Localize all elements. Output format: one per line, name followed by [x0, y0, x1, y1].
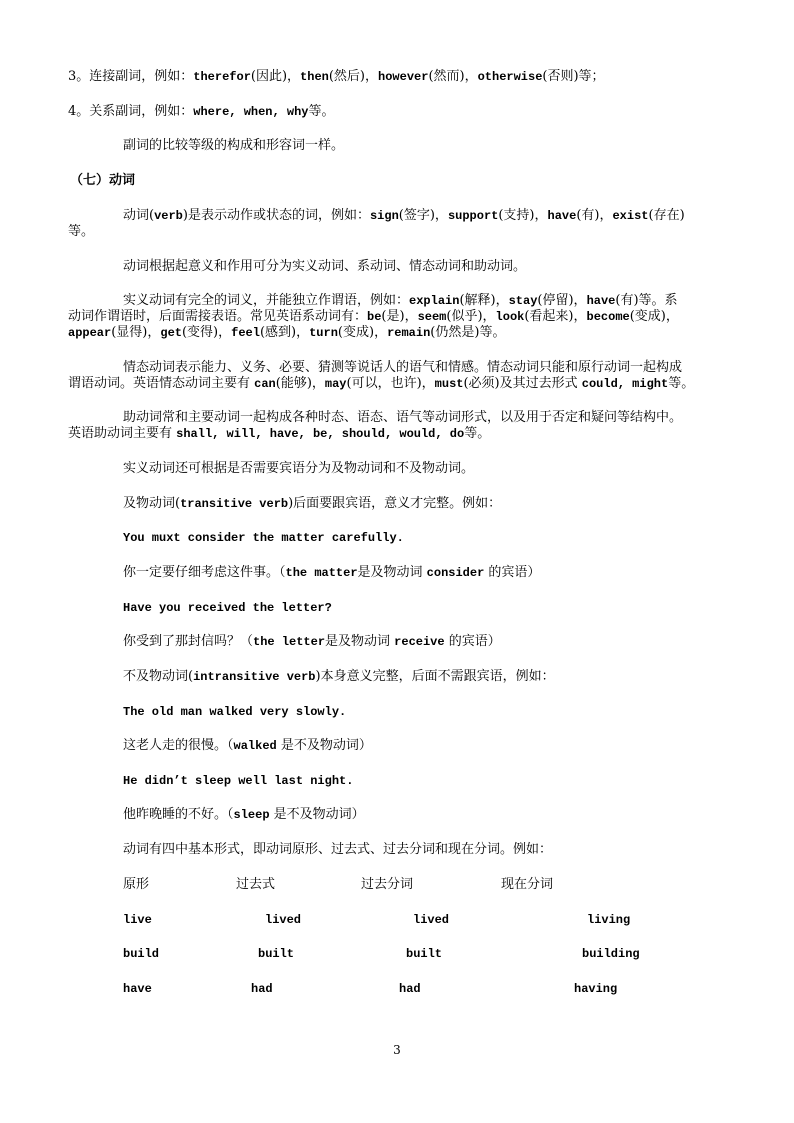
text-segment: (变得)，: [181, 325, 232, 340]
text-segment: (因此)，: [250, 69, 301, 84]
english-term: therefor: [193, 70, 251, 84]
text-segment: 是不及物动词）: [276, 738, 372, 753]
english-term: consider: [426, 566, 485, 580]
text-segment: (可以，也许)，: [346, 376, 435, 391]
example-3-english: The old man walked very slowly.: [123, 705, 347, 719]
example-2-english: Have you received the letter?: [123, 601, 332, 615]
text-segment: 你一定要仔细考虑这件事。（: [123, 565, 286, 580]
english-term: appear: [68, 326, 112, 340]
text-segment: (必须)及其过去形式: [463, 376, 582, 391]
table-header-past-participle: 过去分词: [361, 877, 414, 892]
auxiliary-verb-line2: [68, 426, 490, 442]
text-segment: 等。: [668, 376, 695, 391]
text-segment: 不及物动词(: [123, 669, 194, 684]
english-term: support: [447, 209, 499, 223]
transitive-definition: [123, 496, 501, 512]
example-2-chinese: [123, 634, 501, 650]
text-segment: (支持)，: [498, 208, 548, 223]
adverb-item-4: [68, 104, 335, 120]
english-term: look: [495, 310, 525, 324]
english-term: the matter: [285, 566, 358, 580]
english-term: shall, will, have, be, should, would, do: [176, 427, 465, 441]
english-term: otherwise: [477, 70, 543, 84]
table-cell: built: [406, 947, 443, 961]
text-segment: (有)，: [576, 208, 613, 223]
text-segment: (然后)，: [328, 69, 379, 84]
text-segment: (停留)，: [537, 293, 587, 308]
text-segment: )后面要跟宾语，意义才完整。例如：: [288, 496, 502, 511]
text-segment: 英语助动词主要有: [68, 426, 177, 441]
modal-verb-line2: [68, 376, 694, 392]
text-segment: (似乎)，: [446, 309, 496, 324]
table-cell: building: [582, 947, 640, 961]
auxiliary-verb-line1: 助动词常和主要动词一起构成各种时态、语态、语气等动词形式，以及用于否定和疑问等结构中。: [123, 410, 683, 425]
english-term: where, when, why: [193, 105, 309, 119]
text-segment: (然而)，: [428, 69, 478, 84]
english-term: exist: [612, 209, 649, 223]
text-segment: (有)等。系: [615, 293, 678, 308]
text-segment: （七）: [70, 173, 110, 188]
english-term: then: [300, 70, 329, 84]
table-header-base-form: 原形: [123, 877, 150, 892]
english-term: however: [378, 70, 429, 84]
example-1-chinese: [123, 565, 540, 581]
table-header-past-tense: 过去式: [236, 877, 276, 892]
text-segment: 的宾语）: [484, 565, 541, 580]
text-segment: (感到)，: [259, 325, 310, 340]
english-term: can: [254, 377, 276, 391]
example-1-english: You muxt consider the matter carefully.: [123, 531, 404, 545]
english-term: stay: [508, 294, 538, 308]
content-verb-line2: [68, 309, 679, 325]
text-segment: 4。关系副词，例如：: [68, 104, 194, 119]
english-term: explain: [409, 294, 460, 308]
verb-forms-intro: 动词有四中基本形式，即动词原形、过去式、过去分词和现在分词。例如：: [123, 842, 553, 857]
text-segment: )本身意义完整，后面不需跟宾语，例如：: [315, 669, 555, 684]
text-segment: 是及物动词: [357, 565, 427, 580]
english-term: must: [434, 377, 464, 391]
example-3-chinese: [123, 738, 372, 754]
text-segment: (是)，: [381, 309, 418, 324]
text-segment: 动词(: [123, 208, 155, 223]
text-segment: (存在): [648, 208, 685, 223]
text-segment: 3。连接副词，例如：: [68, 69, 194, 84]
english-term: get: [160, 326, 182, 340]
table-cell: live: [123, 913, 152, 927]
table-cell: had: [399, 982, 421, 996]
adverb-comparison-note: 副词的比较等级的构成和形容词一样。: [123, 138, 345, 153]
text-segment: (变成)，: [337, 325, 388, 340]
english-term: intransitive verb: [193, 670, 316, 684]
english-term: turn: [309, 326, 338, 340]
text-segment: 谓语动词。英语情态动词主要有: [68, 376, 255, 391]
english-term: sleep: [233, 808, 270, 822]
english-term: feel: [231, 326, 260, 340]
english-term: sign: [369, 209, 399, 223]
text-segment: 是不及物动词）: [269, 807, 365, 822]
table-header-present-participle: 现在分词: [501, 877, 554, 892]
text-segment: (变成)，: [629, 309, 679, 324]
text-segment: 你受到了那封信吗？（: [123, 634, 254, 649]
text-segment: 是及物动词: [325, 634, 395, 649]
content-verb-line3: [68, 325, 505, 341]
text-segment: 及物动词(: [123, 496, 181, 511]
modal-verb-line1: 情态动词表示能力、义务、必要、猜测等说话人的语气和情感。情态动词只能和原行动词一起构成: [123, 360, 683, 375]
english-term: be: [367, 310, 382, 324]
example-4-chinese: [123, 807, 365, 823]
table-cell: have: [123, 982, 152, 996]
english-term: have: [586, 294, 616, 308]
intransitive-definition: [123, 669, 555, 685]
text-segment: 实义动词有完全的词义，并能独立作谓语，例如：: [123, 293, 410, 308]
text-segment: (能够)，: [275, 376, 325, 391]
english-term: verb: [154, 209, 183, 223]
text-segment: 这老人走的很慢。（: [123, 738, 234, 753]
table-cell: built: [258, 947, 295, 961]
verb-definition-line1: [123, 208, 685, 224]
english-term: receive: [394, 635, 445, 649]
adverb-item-3: [68, 69, 605, 85]
page-number: 3: [393, 1043, 401, 1057]
text-segment: (解释)，: [459, 293, 509, 308]
section-heading: [70, 173, 135, 189]
table-cell: having: [574, 982, 618, 996]
content-verb-line1: [123, 293, 678, 309]
table-cell: build: [123, 947, 160, 961]
text-segment: 他昨晚睡的不好。（: [123, 807, 234, 822]
text-segment: )是表示动作或状态的词，例如：: [182, 208, 370, 223]
table-cell: lived: [265, 913, 302, 927]
text-segment: (显得)，: [111, 325, 161, 340]
text-segment: 动词: [109, 173, 136, 188]
text-segment: (仍然是)等。: [430, 325, 506, 340]
text-segment: 等。: [308, 104, 335, 119]
transitivity-intro: 实义动词还可根据是否需要宾语分为及物动词和不及物动词。: [123, 461, 475, 476]
verb-definition-line2: 等。: [68, 224, 95, 239]
text-segment: (否则)等；: [542, 69, 605, 84]
english-term: become: [586, 310, 630, 324]
english-term: have: [547, 209, 577, 223]
table-cell: lived: [413, 913, 450, 927]
english-term: could, might: [581, 377, 669, 391]
english-term: may: [324, 377, 347, 391]
english-term: walked: [233, 739, 277, 753]
text-segment: 动词作谓语时，后面需接表语。常见英语系动词有：: [68, 309, 368, 324]
verb-categories: 动词根据起意义和作用可分为实义动词、系动词、情态动词和助动词。: [123, 259, 527, 274]
english-term: remain: [387, 326, 431, 340]
english-term: transitive verb: [180, 497, 289, 511]
text-segment: (签字)，: [398, 208, 448, 223]
table-cell: living: [587, 913, 631, 927]
table-cell: had: [251, 982, 273, 996]
english-term: the letter: [253, 635, 326, 649]
english-term: seem: [417, 310, 447, 324]
text-segment: 的宾语）: [444, 634, 501, 649]
text-segment: 等。: [464, 426, 491, 441]
text-segment: (看起来)，: [524, 309, 587, 324]
example-4-english: He didn’t sleep well last night.: [123, 774, 354, 788]
